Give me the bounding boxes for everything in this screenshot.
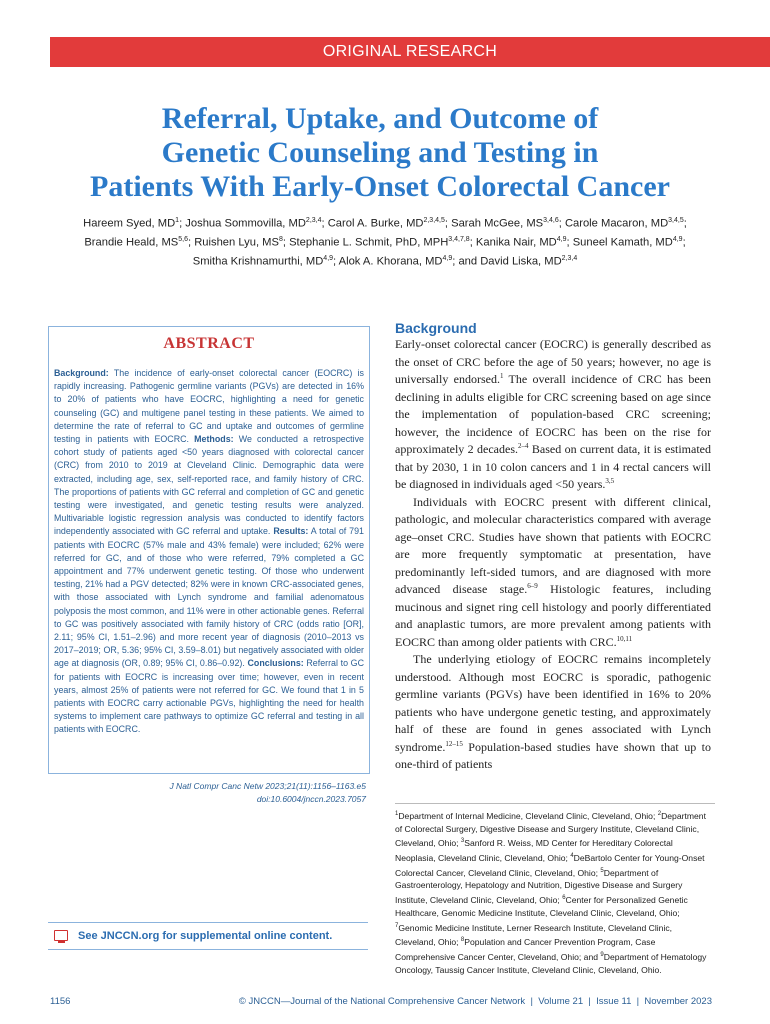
citation xyxy=(48,780,366,806)
author-affiliation-ref: 4,9 xyxy=(672,236,683,244)
author-name: Carole Macaron, MD xyxy=(564,217,669,230)
footer-separator: | xyxy=(636,996,640,1007)
title-line: Genetic Counseling and Testing in xyxy=(161,136,599,169)
affiliation-number: 6 xyxy=(562,895,566,902)
title-line: Referral, Uptake, and Outcome of xyxy=(161,102,599,135)
author-name: Hareem Syed, MD xyxy=(83,217,176,230)
page-footer xyxy=(50,996,712,1007)
author-affiliation-ref: 2,3,4,5 xyxy=(423,217,445,224)
author-name: Suneel Kamath, MD xyxy=(572,236,673,249)
section-banner: ORIGINAL RESEARCH xyxy=(50,37,770,67)
author-affiliation-ref: 1 xyxy=(175,217,180,224)
author-name: Brandie Heald, MS xyxy=(84,236,179,249)
reference-marker[interactable]: 6–9 xyxy=(527,582,538,590)
affiliation-number: 4 xyxy=(570,853,574,860)
citation-doi[interactable]: doi:10.6004/jnccn.2023.7057 xyxy=(256,794,366,804)
reference-marker[interactable]: 2–4 xyxy=(518,442,529,450)
author-name: Sarah McGee, MS xyxy=(451,217,544,230)
author-list: Hareem Syed, $MD^1$; Joshua Sommovilla, MD$^{2,3,4}$; Carol A. Burke, MD$^{2,3,4,5}$; Sarah McGee, MS$^{3,4,6}$; Carole Macaron, MD$^{3,4,5}$; Brandie Heald, MS$^{5,6}$; Ruishen Lyu, $MS^8$; Stephanie L. Schmit, PhD, MPH$^{3,4,7,8}$; Kanika Nair, MD$^{4,9}$; Suneel Kamath, MD$^{4,9}$; Smitha Krishnamurthi, MD$^{4,9}$; Alok A. Khorana, MD$^{4,9}$; and David Liska, MD$^{2,3,4}$ xyxy=(83,217,687,269)
author-name: Kanika Nair, MD xyxy=(475,236,557,249)
author-name: Alok A. Khorana, MD xyxy=(338,256,443,269)
body-paragraph: Individuals with EOCRC present with different clinical, pathologic, and molecular characteristics compared with average age–onset CRC. Studies have shown that patients with EOCRC are more frequently symptomatic at presentation, have predominantly left-sided tumors, and are diagnosed with more advanced disease stage.$^{6-9}$ Histologic features, including mucinous and signet ring cell histology and poorly differentiated and anaplastic tumors, are more prevalent among patients with EOCRC than among older patients with CRC.$^{10,11}$ xyxy=(395,494,711,649)
author-affiliation-ref: 3,4,7,8 xyxy=(448,236,470,244)
affiliation-number: 2 xyxy=(657,811,662,817)
affiliation-number: 5 xyxy=(600,867,604,874)
affiliation-text: Department of Hematology Oncology, Taussig Cancer Institute, Cleveland Clinic, Cleveland, Ohio. xyxy=(395,951,707,975)
footer-separator: | xyxy=(588,996,591,1007)
author-affiliation-ref: 4,9 xyxy=(323,255,334,263)
author-affiliation-ref: 2,3,4 xyxy=(561,255,578,263)
affiliation-text: Center for Personalized Genetic Healthcare, Genomic Medicine Institute, Cleveland Clinic, Cleveland, Ohio; xyxy=(395,895,688,918)
body-column xyxy=(395,336,711,774)
affiliation-number: 3 xyxy=(460,838,465,845)
author-name: Carol A. Burke, MD xyxy=(327,217,424,230)
abstract-segment: Referral to GC for patients with EOCRC is increasing over time; however, even in recent years, almost 25% of patients were not referred for GC. We found that 1 in 5 patients with EOCRC carry actionable PGVs, highlighting the need for health systems to implement care pathways to optimize GC referral and testing in all patients with EOCRC. xyxy=(54,658,364,735)
body-paragraph: Early-onset colorectal cancer (EOCRC) is generally described as the onset of CRC before the age of 50 years; however, no age is universally endorsed.$^1$ The overall incidence of CRC has been declining in adults eligible for CRC screening based on age since the implementation of population-based CRC screening; however, the incidence of EOCRC has been on the rise for approximately 2 decades.$^{2-4}$ Based on current data, it is estimated that by 2030, 1 in 10 colon cancers and 1 in 4 rectal cancers will be diagnosed in individuals aged <50 years.$^{3,5}$ xyxy=(395,337,711,491)
abstract-keyword: Methods: xyxy=(194,434,234,445)
author-name: Stephanie L. Schmit, PhD, MPH xyxy=(289,236,449,249)
page-number: 1156 xyxy=(50,996,71,1007)
affiliation-text: Department of Gastroenterology, Hepatology and Nutrition, Digestive Disease and Surgery Institute, Cleveland Clinic, Cleveland, Ohio; xyxy=(395,867,683,906)
affiliation-number: 9 xyxy=(600,951,604,958)
affiliation-text: Department of Internal Medicine, Cleveland Clinic, Cleveland, Ohio; xyxy=(398,810,658,821)
supplemental-notice[interactable] xyxy=(48,922,368,950)
abstract-box xyxy=(48,326,370,774)
footer-separator: | xyxy=(530,996,533,1007)
section-heading-background: Background xyxy=(395,320,477,336)
author-name: Smitha Krishnamurthi, MD xyxy=(192,256,324,269)
body-paragraph: The underlying etiology of EOCRC remains incompletely understood. Although most EOCRC is sporadic, pathogenic germline variants (PGVs) have been identified in 16% to 20% patients who have undergone genetic testing, and approximately half of these are found in genes associated with Lynch syndrome.$^{12-15}$ Population-based studies have shown that up to one-third of patients xyxy=(395,652,711,771)
footer-date: November 2023 xyxy=(644,996,712,1007)
author-affiliation-ref: 5,6 xyxy=(178,236,188,244)
abstract-keyword: Conclusions: xyxy=(247,658,304,669)
footer-volume: Volume 21 xyxy=(538,996,584,1007)
author-affiliation-ref: 3,4,5 xyxy=(668,217,684,224)
affiliation-text: DeBartolo Center for Young-Onset Colorectal Cancer, Cleveland Clinic, Cleveland, Ohio; xyxy=(395,852,705,878)
author-affiliation-ref: 4,9 xyxy=(442,255,453,263)
affiliation-text: Genomic Medicine Institute, Lerner Research Institute, Cleveland Clinic, Cleveland, Ohio; xyxy=(395,922,673,948)
author-name: and David Liska, MD xyxy=(458,256,562,269)
author-affiliation-ref: 8 xyxy=(278,236,283,244)
supplemental-link[interactable]: See JNCCN.org for supplemental online content. xyxy=(78,930,333,942)
author-name: Ruishen Lyu, MS xyxy=(194,236,279,249)
reference-marker[interactable]: 12–15 xyxy=(445,739,463,748)
abstract-text xyxy=(54,367,364,737)
author-affiliation-ref: 3,4,6 xyxy=(543,217,559,224)
abstract-keyword: Background: xyxy=(54,368,109,378)
reference-marker[interactable]: 1 xyxy=(499,372,504,380)
monitor-icon xyxy=(54,930,70,942)
affiliation-number: 8 xyxy=(460,937,465,944)
affiliation-text: Sanford R. Weiss, MD Center for Hereditary Colorectal Neoplasia, Cleveland Clinic, Cleveland, Ohio; xyxy=(395,838,673,863)
author-affiliation-ref: 4,9 xyxy=(556,236,567,244)
affiliation-text: Department of Colorectal Surgery, Digestive Disease and Surgery Institute, Cleveland Clinic, Cleveland, Ohio; xyxy=(395,810,706,849)
affiliation-text: Population and Cancer Prevention Program, Case Comprehensive Cancer Center, Cleveland, Ohio; and xyxy=(395,937,656,962)
abstract-segment: The incidence of early-onset colorectal cancer (EOCRC) is rapidly increasing. Pathogenic germline variants (PGVs) are detected in 16% to 20% of patients who have EOCRC, highlighting a need for genetic counseling (GC) and multigene panel testing in these patients. We aimed to determine the rate of referral to GC and uptake and outcomes of germline testing in patients with EOCRC. xyxy=(54,368,364,445)
abstract-keyword: Results: xyxy=(273,526,309,537)
author-name: Joshua Sommovilla, MD xyxy=(185,217,306,230)
abstract-segment: We conducted a retrospective cohort study of patients aged <50 years diagnosed with colorectal cancer (CRC) from 2010 to 2019 at Cleveland Clinic. Demographic data were extracted, including age, sex, self-reported race, and family history of CRC. The proportions of patients with GC referral and completion of GC and genetic testing were investigated, and genetic testing results were analyzed. Multivariable logistic regression analysis was conducted to identify factors independently associated with GC referral and uptake. xyxy=(54,434,364,537)
author-affiliation-ref: 2,3,4 xyxy=(305,217,322,224)
abstract-segment: A total of 791 patients with EOCRC (57% male and 43% female) were included; 62% were referred for GC, and of those who were referred, 79% completed a GC appointment and 77% underwent genetic testing. Of those who underwent testing, 21% had a PGV detected; 82% were in known CRC-associated genes, with those associated with Lynch syndrome and familial adenomatous polyposis the most common, and 11% were in other actionable genes. Referral to GC was positively associated with family history of CRC (odds ratio [OR], 2.11; 95% CI, 1.51–2.96) and more recent year of diagnosis (2010–2013 vs 2017–2019; OR, 5.36; 95% CI, 3.59–8.01) but negatively associated with older age at diagnosis (OR, 0.89; 95% CI, 0.86–0.92). xyxy=(54,526,364,669)
footer-journal-info xyxy=(239,996,712,1007)
affiliations xyxy=(395,803,715,976)
citation-journal: J Natl Compr Canc Netw 2023;21(11):1156–1163.e5 xyxy=(169,781,366,791)
affiliation-number: 1 xyxy=(395,811,399,817)
affiliation-number: 7 xyxy=(395,922,399,929)
title-line: Patients With Early-Onset Colorectal Cancer xyxy=(90,170,670,203)
reference-marker[interactable]: 3,5 xyxy=(605,477,615,485)
footer-journal: © JNCCN—Journal of the National Comprehensive Cancer Network xyxy=(238,996,526,1007)
reference-marker[interactable]: 10,11 xyxy=(616,634,633,643)
footer-issue: Issue 11 xyxy=(596,996,632,1007)
article-title xyxy=(50,102,710,204)
abstract-heading: ABSTRACT xyxy=(163,335,255,352)
